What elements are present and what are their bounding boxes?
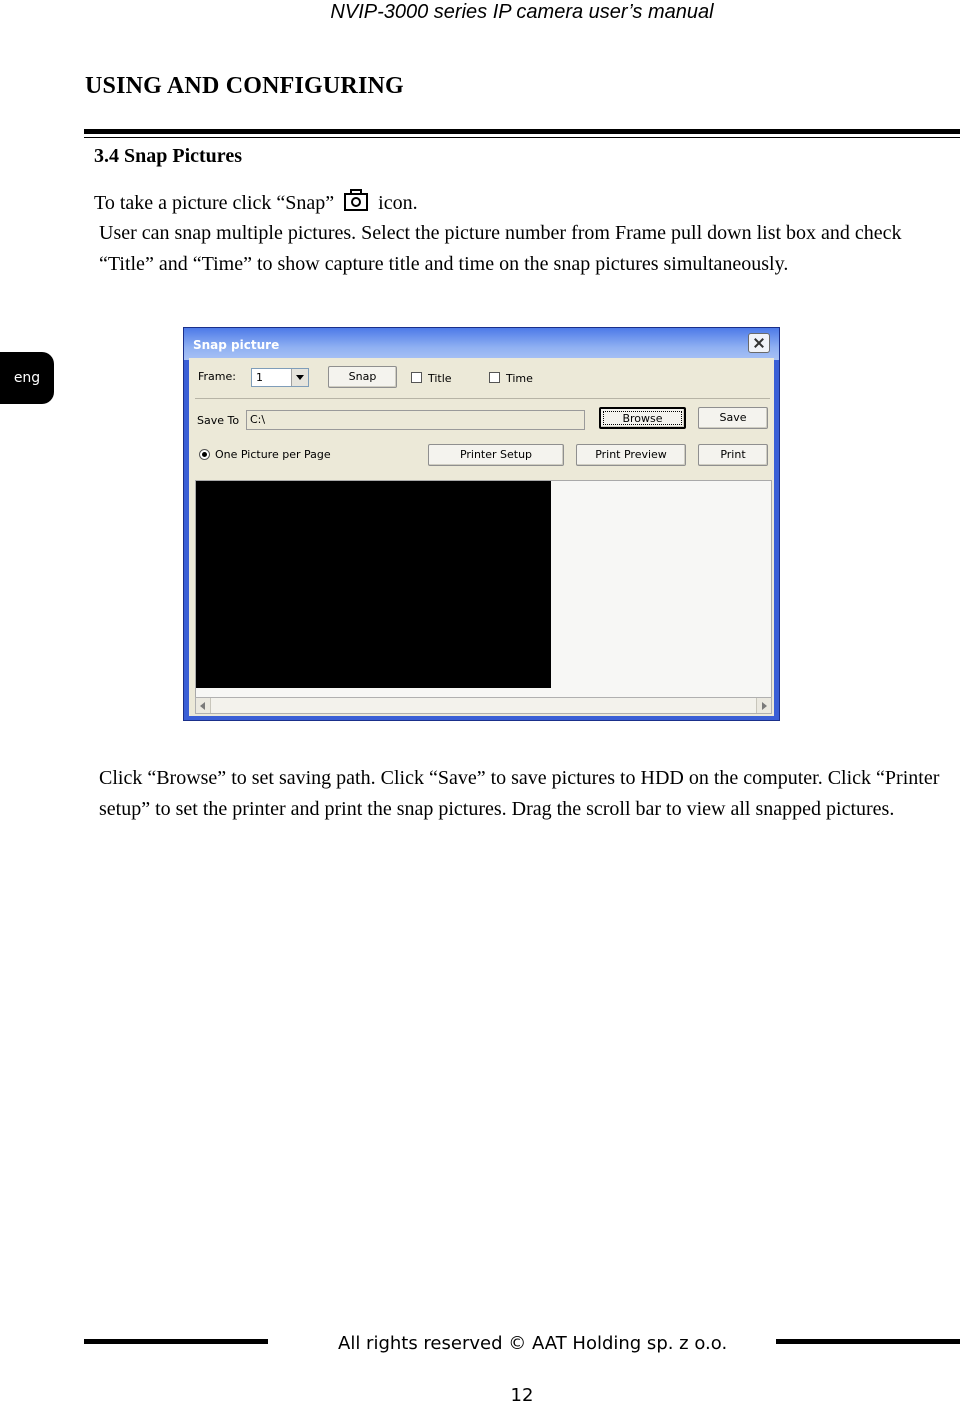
paragraph-snap-multiple: User can snap multiple pictures. Select the picture number from Frame pull down list box and check “Title” and “Time” to show capture title and time on the snap pictures simultaneously.	[99, 222, 902, 275]
scroll-right-icon[interactable]	[756, 698, 771, 713]
footer-copyright: All rights reserved © AAT Holding sp. z o.o.	[338, 1333, 728, 1354]
one-picture-label: One Picture per Page	[215, 448, 331, 461]
one-picture-radio[interactable]	[199, 449, 210, 460]
camera-icon	[344, 189, 370, 213]
footer-rule-left	[84, 1339, 268, 1344]
paragraph-browse-save: Click “Browse” to set saving path. Click “Save” to save pictures to HDD on the computer. Click “Printer setup” to set the printer and print the snap pictures. Drag the scroll bar to view all snapped pictures.	[99, 767, 940, 820]
divider	[195, 398, 770, 399]
frame-label: Frame:	[198, 370, 236, 383]
subsection-title: 3.4 Snap Pictures	[94, 145, 242, 167]
frame-dropdown[interactable]	[251, 368, 309, 387]
footer-rule-right	[776, 1339, 960, 1344]
scroll-left-icon[interactable]	[196, 698, 211, 713]
save-path-value: C:\	[250, 413, 266, 426]
close-icon[interactable]	[748, 333, 770, 353]
header-rule	[84, 129, 960, 134]
instruction-text-after: icon.	[378, 192, 418, 214]
save-to-label: Save To	[197, 414, 240, 427]
instruction-line	[94, 189, 418, 215]
dialog-titlebar	[184, 328, 779, 360]
snap-button[interactable]: Snap	[328, 366, 397, 388]
save-path-field[interactable]	[246, 410, 585, 430]
instruction-text-before: To take a picture click “Snap”	[94, 192, 335, 214]
section-title: USING AND CONFIGURING	[85, 73, 404, 99]
time-checkbox-label: Time	[506, 372, 533, 385]
browse-button[interactable]	[599, 407, 686, 429]
chevron-down-icon[interactable]	[291, 369, 308, 386]
running-header: NVIP-3000 series IP camera user’s manual	[330, 1, 714, 23]
title-checkbox[interactable]	[411, 372, 422, 383]
snap-picture-dialog	[183, 327, 780, 721]
print-preview-button[interactable]: Print Preview	[576, 444, 686, 466]
snapshot-preview-area	[195, 480, 772, 698]
title-checkbox-label: Title	[428, 372, 452, 385]
print-button[interactable]: Print	[698, 444, 768, 466]
save-button[interactable]: Save	[698, 407, 768, 429]
frame-dropdown-value: 1	[256, 371, 263, 384]
time-checkbox[interactable]	[489, 372, 500, 383]
dialog-client-area	[189, 358, 774, 716]
page-number: 12	[510, 1385, 534, 1406]
header-rule-thin	[84, 137, 960, 138]
horizontal-scrollbar[interactable]	[195, 697, 772, 714]
printer-setup-button[interactable]: Printer Setup	[428, 444, 564, 466]
snapshot-image	[196, 481, 551, 688]
language-tab: eng	[0, 352, 54, 404]
browse-button-label: Browse	[622, 412, 663, 425]
dialog-title: Snap picture	[193, 338, 280, 352]
